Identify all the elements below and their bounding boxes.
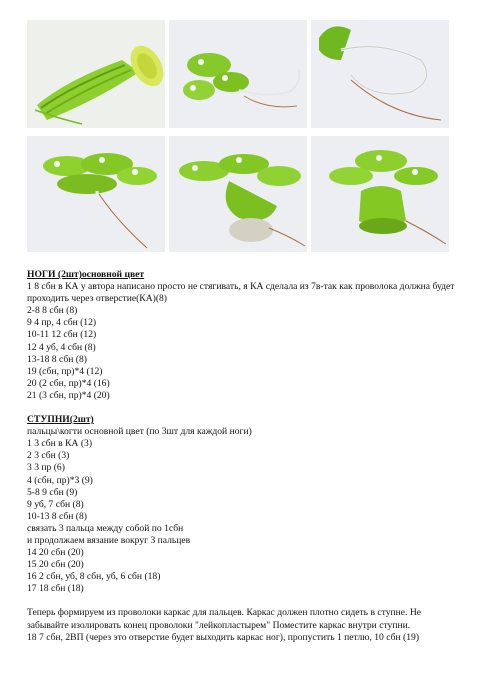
wire-frame-illustration (311, 20, 449, 128)
legs-line: 20 (2 сбн, пр)*4 (16) (27, 377, 110, 389)
photo-2 (169, 20, 307, 128)
feet-line: 14 20 сбн (20) (27, 547, 84, 559)
closing-paragraph: Теперь формируем из проволоки каркас для пальцев. Каркас должен плотно сидеть в ступне. Не забывайте изолировать конец проволоки "лейкопластырем" Поместите каркас внутри ступни. (27, 607, 422, 631)
feet-line: 16 2 сбн, уб, 8 сбн, уб, 6 сбн (18) (27, 571, 161, 583)
legs-line: 1 8 сбн в КА у автора написано просто не стягивать, я КА сделала из 7в-так как проволока должна будет проходить через отверстие(КА)(8) (27, 281, 455, 305)
feet-line: 4 (сбн, пр)*3 (9) (27, 474, 93, 486)
feet-line: связать 3 пальца между собой по 1сбн (27, 522, 184, 534)
feet-heading: СТУПНИ(2шт) (27, 414, 94, 426)
photo-5 (169, 136, 307, 252)
feet-line: 2 3 сбн (3) (27, 450, 70, 462)
feet-line: 15 20 сбн (20) (27, 559, 84, 571)
photo-6 (311, 136, 449, 252)
feet-line: 3 3 пр (6) (27, 462, 65, 474)
legs-line: 19 (сбн, пр)*4 (12) (27, 365, 103, 377)
pattern-text (27, 269, 457, 644)
feet-line: 5-8 9 сбн (9) (27, 486, 78, 498)
toes-illustration (169, 20, 307, 128)
photo-1 (27, 20, 165, 128)
legs-line: 13-18 8 сбн (8) (27, 353, 87, 365)
legs-line: 9 4 пр, 4 сбн (12) (27, 317, 97, 329)
feet-line: 9 уб, 7 сбн (8) (27, 498, 84, 510)
feet-line: 10-13 8 сбн (8) (27, 510, 87, 522)
legs-line: 12 4 уб, 4 сбн (8) (27, 341, 96, 353)
feet-line: 17 18 сбн (18) (27, 583, 84, 595)
legs-heading: НОГИ (2шт)основной цвет (27, 269, 145, 280)
feet-line: пальцы\когти основной цвет (по 3шт для каждой ноги) (27, 426, 252, 438)
finished-foot-illustration (311, 136, 449, 252)
toes-on-wire-illustration (27, 136, 165, 252)
leg-tube-illustration (27, 20, 165, 128)
feet-line: и продолжаем вязание вокруг 3 пальцев (27, 534, 191, 546)
foot-assembly-illustration (169, 136, 307, 252)
legs-line: 21 (3 сбн, пр)*4 (20) (27, 389, 110, 401)
closing-paragraph: 18 7 сбн, 2ВП (через это отверстие будет выходить каркас ног), пропустить 1 петлю, 10 сбн (19) (27, 631, 420, 643)
legs-line: 2-8 8 сбн (8) (27, 305, 78, 317)
feet-line: 1 3 сбн в КА (3) (27, 438, 93, 450)
legs-line: 10-11 12 сбн (12) (27, 329, 97, 341)
photo-3 (311, 20, 449, 128)
photo-4 (27, 136, 165, 252)
photo-grid (27, 20, 449, 252)
